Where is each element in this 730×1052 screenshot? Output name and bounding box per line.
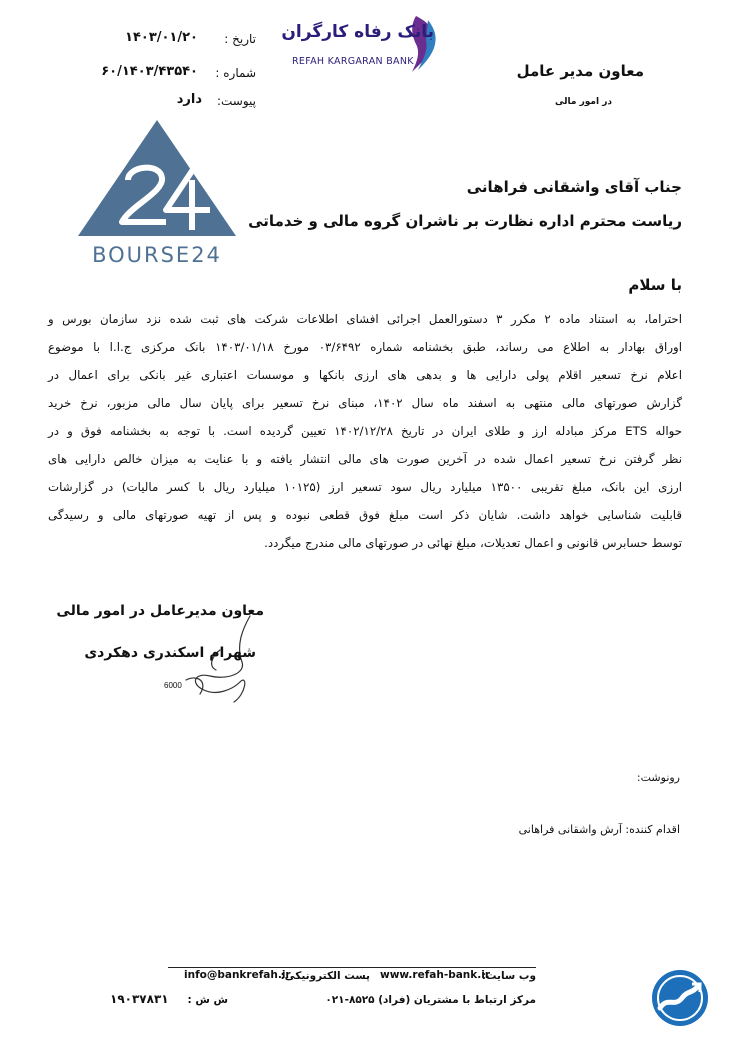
sms-label: ش ش :	[187, 994, 228, 1006]
cc-label: رونوشت:	[636, 771, 680, 784]
website-label: وب سایت:	[481, 970, 536, 982]
body-line: توسط حسابرس قانونی و اعمال تعدیلات، مبلغ نهائی در صورتهای مالی مندرج میگردد.	[264, 536, 682, 550]
letter-heading-title: معاون مدیر عامل	[516, 62, 644, 80]
footer-divider	[168, 967, 536, 968]
number-value: ۶۰/۱۴۰۳/۴۳۵۴۰	[101, 64, 198, 79]
bourse24-logo-text: BOURSE24	[92, 243, 222, 266]
body-line: اعلام نرخ تسعیر اقلام پولی دارایی ها و بدهی های ارزی بانکها و موسسات اعتباری غیر بانکی برای اعمال در	[48, 368, 682, 382]
call-center: مرکز ارتباط با مشتریان (فراد) ۸۵۲۵-۰۲۱	[325, 994, 536, 1006]
greeting: با سلام	[628, 276, 682, 294]
body-line: ارزی این بانک، مبلغ تقریبی ۱۳۵۰۰ میلیارد ریال سود تسعیر ارز (۱۰۱۲۵ میلیارد ریال با کسر مالیات) در گزارشات	[48, 480, 682, 494]
sms-number: ۱۹۰۳۷۸۳۱	[110, 992, 169, 1006]
body-line: نظر گرفتن نرخ تسعیر اعمال شده در آخرین صورت های مالی انتشار یافته و با عنایت به میزان خالص دارایی های	[48, 452, 682, 466]
bourse24-triangle-icon	[78, 120, 236, 236]
recipient-title: ریاست محترم اداره نظارت بر ناشران گروه مالی و خدماتی	[248, 212, 682, 230]
bourse24-logo	[70, 118, 245, 266]
body-line: اوراق بهادار به اطلاع می رساند، طبق بخشنامه شماره ۰۳/۶۴۹۲ مورخ ۱۴۰۳/۰۱/۱۸ بانک مرکزی ج.ا.ا با موضوع	[48, 340, 682, 354]
attachment-value: دارد	[176, 92, 202, 107]
body-line: حواله ETS مرکز مبادله ارز و طلای ایران در تاریخ ۱۴۰۲/۱۲/۲۸ تعیین گردیده است. با توجه به بخشنامه فوق و در	[48, 424, 682, 438]
bank-name-persian: بانک رفاه کارگران	[281, 22, 434, 42]
attachment-label: پیوست:	[216, 94, 256, 108]
number-label: شماره :	[215, 66, 256, 80]
signatory-name: شهرام اسکندری دهکردی	[84, 645, 256, 661]
body-line: گزارش صورتهای مالی منتهی به اسفند ماه سال ۱۴۰۲، مبنای نرخ تسعیر برای پایان سال مالی مزبور، نرخ خرید	[48, 396, 682, 410]
date-label: تاریخ :	[224, 32, 256, 46]
signatory-title: معاون مدیرعامل در امور مالی	[56, 603, 264, 619]
action-by: اقدام کننده: آرش واشقانی فراهانی	[518, 823, 680, 836]
email-link[interactable]: info@bankrefah.ir	[184, 969, 291, 981]
email-label: پست الکترونیکی:	[280, 970, 370, 982]
signature-code: 6000	[164, 681, 182, 690]
recipient-name: جناب آقای واشقانی فراهانی	[466, 178, 682, 196]
date-value: ۱۴۰۳/۰۱/۲۰	[125, 30, 198, 45]
bank-name-english: REFAH KARGARAN BANK	[292, 56, 414, 67]
growth-circle-icon	[650, 968, 710, 1028]
letter-heading-subtitle: در امور مالی	[555, 97, 612, 107]
body-line: قابلیت شناسایی خواهد داشت. شایان ذکر است مبلغ فوق قطعی نبوده و پس از تهیه صورتهای مالی و رسیدگی	[48, 508, 682, 522]
body-line: احتراما، به استناد ماده ۲ مکرر ۳ دستورالعمل اجرائی افشای اطلاعات شرکت های ثبت شده نزد سازمان بورس و	[48, 312, 682, 326]
website-link[interactable]: www.refah-bank.ir	[380, 969, 491, 981]
